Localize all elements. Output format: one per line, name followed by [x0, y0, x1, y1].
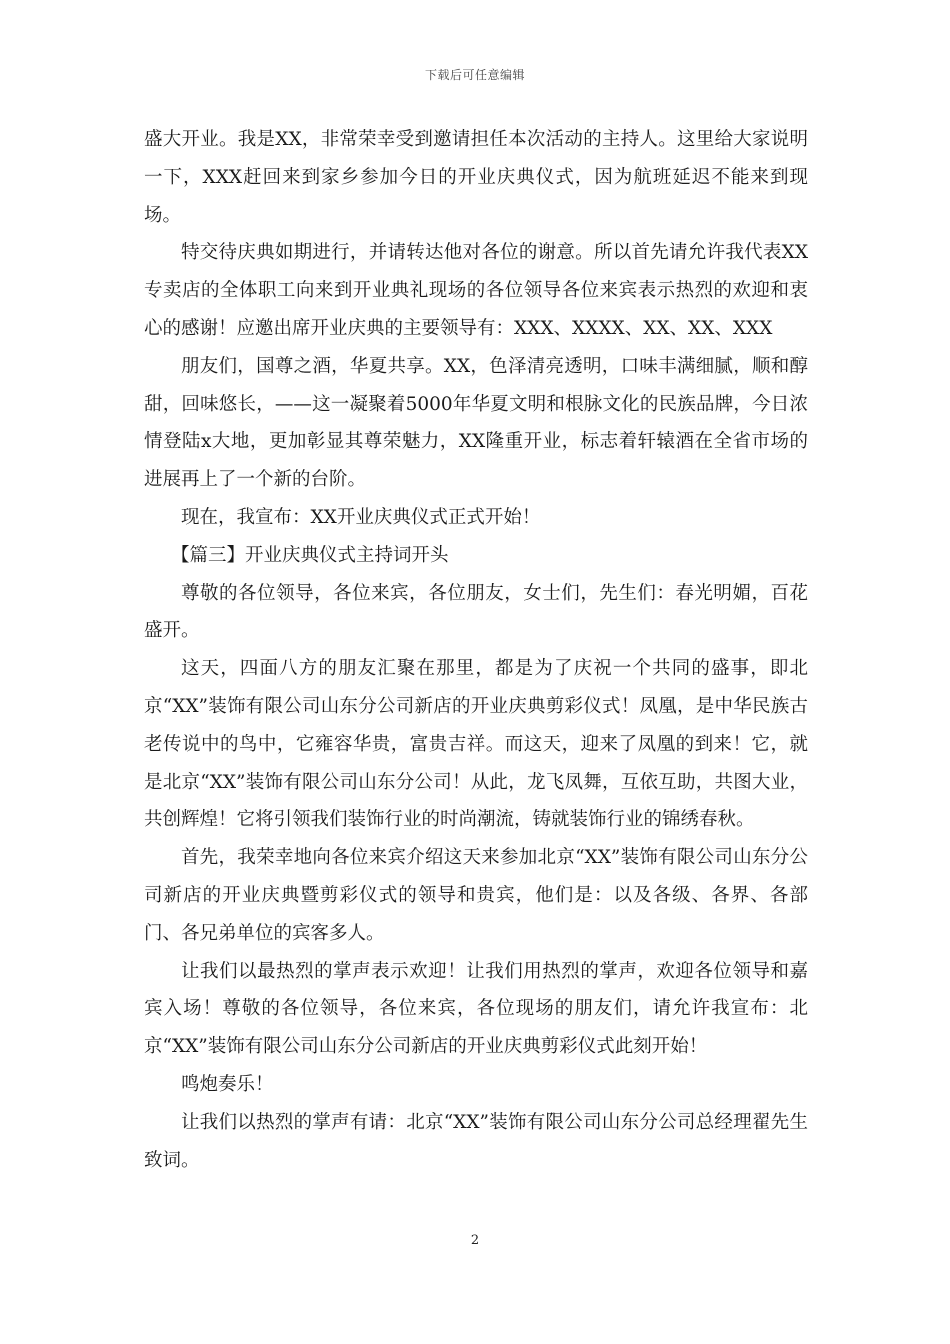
- page-number: 2: [470, 1233, 480, 1248]
- paragraph: 首先，我荣幸地向各位来宾介绍这天来参加北京“XX”装饰有限公司山东分公司新店的开业庆典暨剪彩仪式的领导和贵宾，他们是：以及各级、各界、各部门、各兄弟单位的宾客多人。: [144, 847, 808, 944]
- section-heading: 【篇三】开业庆典仪式主持词开头: [171, 544, 449, 566]
- paragraph: 这天，四面八方的朋友汇聚在那里，都是为了庆祝一个共同的盛事，即北京“XX”装饰有限公司山东分公司新店的开业庆典剪彩仪式！凤凰，是中华民族古老传说中的鸟中，它雍容华贵，富贵吉祥。而这天，迎来了凤凰的到来！它，就是北京“XX”装饰有限公司山东分公司！从此，龙飞凤舞，互依互助，共图大业，共创辉煌！它将引领我们装饰行业的时尚潮流，铸就装饰行业的锦绣春秋。: [144, 658, 808, 831]
- paragraph: 特交待庆典如期进行，并请转达他对各位的谢意。所以首先请允许我代表XX专卖店的全体职工向来到开业典礼现场的各位领导各位来宾表示热烈的欢迎和衷心的感谢！应邀出席开业庆典的主要领导有：XXX、XXXX、XX、XX、XXX: [144, 242, 808, 339]
- paragraph: 鸣炮奏乐！: [181, 1073, 274, 1095]
- paragraph-continuation: 盛大开业。我是XX，非常荣幸受到邀请担任本次活动的主持人。这里给大家说明一下，XXX赶回来到家乡参加今日的开业庆典仪式，因为航班延迟不能来到现场。: [144, 129, 808, 226]
- paragraph: 现在，我宣布：XX开业庆典仪式正式开始！: [181, 506, 541, 528]
- page-header: 下载后可任意编辑: [424, 68, 525, 82]
- paragraph: 朋友们，国尊之酒，华夏共享。XX，色泽清亮透明，口味丰满细腻，顺和醇甜，回味悠长，——这一凝聚着5000年华夏文明和根脉文化的民族品牌，今日浓情登陆x大地，更加彰显其尊荣魅力，XX隆重开业，标志着轩辕酒在全省市场的进展再上了一个新的台阶。: [144, 355, 808, 491]
- paragraph: 让我们以热烈的掌声有请：北京“XX”装饰有限公司山东分公司总经理翟先生致词。: [144, 1111, 808, 1171]
- document-body: [144, 121, 808, 1179]
- paragraph: 让我们以最热烈的掌声表示欢迎！让我们用热烈的掌声，欢迎各位领导和嘉宾入场！尊敬的各位领导，各位来宾，各位现场的朋友们，请允许我宣布：北京“XX”装饰有限公司山东分公司新店的开业庆典剪彩仪式此刻开始！: [144, 960, 808, 1058]
- paragraph: 尊敬的各位领导，各位来宾，各位朋友，女士们，先生们：春光明媚，百花盛开。: [144, 582, 808, 642]
